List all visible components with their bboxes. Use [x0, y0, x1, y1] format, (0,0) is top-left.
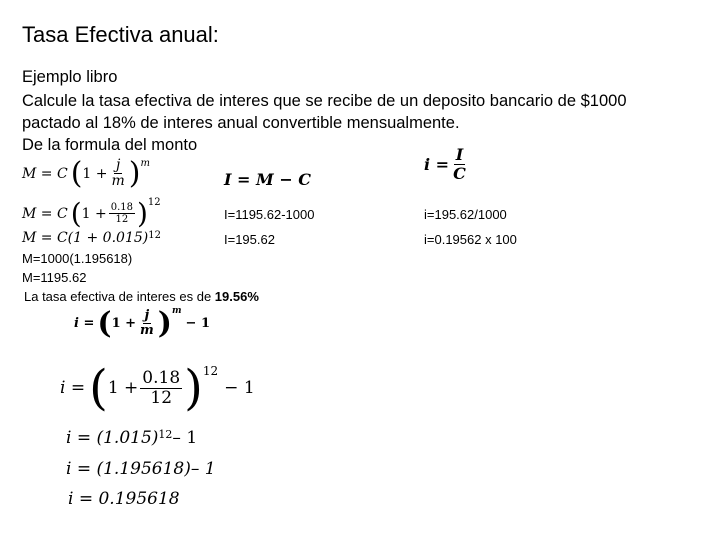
- effective-rate-step-2: i = (1.195618)– 1: [66, 459, 216, 479]
- text-line-2: Calcule la tasa efectiva de interes que se recibe de un deposito bancario de $1000: [22, 92, 627, 110]
- eq1-num: j: [115, 156, 121, 173]
- eq2-exp: 12: [147, 197, 161, 208]
- text-line-4: De la formula del monto: [22, 136, 198, 154]
- effective-rate-result: i = 0.195618: [68, 489, 180, 509]
- eq3-exp: 12: [148, 230, 161, 241]
- effective-rate-substitution: i = ( 1 + $\frac{0.18}{12}$ ) 12 − 1: [60, 360, 255, 416]
- f1-den: m: [140, 323, 154, 338]
- f2-exp: 12: [202, 364, 219, 378]
- eq1-exp: m: [140, 158, 150, 169]
- text-line-3: pactado al 18% de interes anual convertible mensualmente.: [22, 114, 460, 132]
- rate-step-1: i=195.62/1000: [424, 207, 507, 222]
- f2-den: 12: [150, 387, 173, 408]
- f1-tail: − 1: [185, 316, 210, 331]
- eq1-lhs: M = C: [22, 165, 68, 182]
- eq3-text: M = C(1 + 0.015): [22, 230, 149, 246]
- eq2-den: 12: [115, 214, 129, 225]
- f2-lhs: i =: [60, 378, 86, 398]
- eq2-num: 0.18: [110, 202, 133, 213]
- text-line-1: Ejemplo libro: [22, 68, 118, 86]
- interest-step-1: I=1195.62-1000: [224, 207, 315, 222]
- f1-one: 1 +: [111, 316, 137, 331]
- f2-num: 0.18: [142, 367, 181, 388]
- rate-den: C: [453, 163, 466, 183]
- monto-rate-step: [22, 230, 161, 246]
- f1-lhs: i =: [74, 316, 95, 331]
- conclusion-value: 19.56%: [214, 289, 259, 304]
- conclusion-text: La tasa efectiva de interes es de: [24, 289, 215, 304]
- rate-num: I: [455, 145, 464, 164]
- f2-one: 1 +: [107, 378, 139, 398]
- page-title: Tasa Efectiva anual:: [22, 22, 219, 47]
- f3-text: i = (1.015): [66, 428, 159, 448]
- eq1-one: 1 +: [82, 165, 108, 182]
- interest-formula: I = M − C: [224, 170, 312, 189]
- f3-tail: – 1: [172, 428, 198, 448]
- eq2-lhs: M = C: [22, 205, 68, 222]
- eq2-one: 1 +: [81, 205, 107, 222]
- effective-rate-formula: i = ( 1 + $\frac{j}{m}$ ) m − 1: [74, 306, 210, 341]
- f3-exp: 12: [158, 428, 173, 441]
- rate-step-2: i=0.19562 x 100: [424, 232, 517, 247]
- monto-formula: M = C ( 1 + $\frac{j}{m}$ ) m: [22, 156, 150, 191]
- f2-tail: − 1: [224, 378, 255, 398]
- monto-substitution: M = C ( 1 + $\frac{0.18}{12}$ ) 12: [22, 197, 161, 230]
- rate-formula: [424, 146, 470, 182]
- monto-result: M=1195.62: [22, 270, 87, 285]
- effective-rate-step-1: [66, 428, 197, 448]
- f1-exp: m: [172, 306, 182, 316]
- eq1-den: m: [111, 173, 125, 189]
- monto-product: M=1000(1.195618): [22, 251, 133, 266]
- f1-num: j: [144, 307, 150, 323]
- interest-result: I=195.62: [224, 232, 275, 247]
- conclusion: [24, 289, 259, 304]
- rate-lhs: i =: [424, 154, 450, 174]
